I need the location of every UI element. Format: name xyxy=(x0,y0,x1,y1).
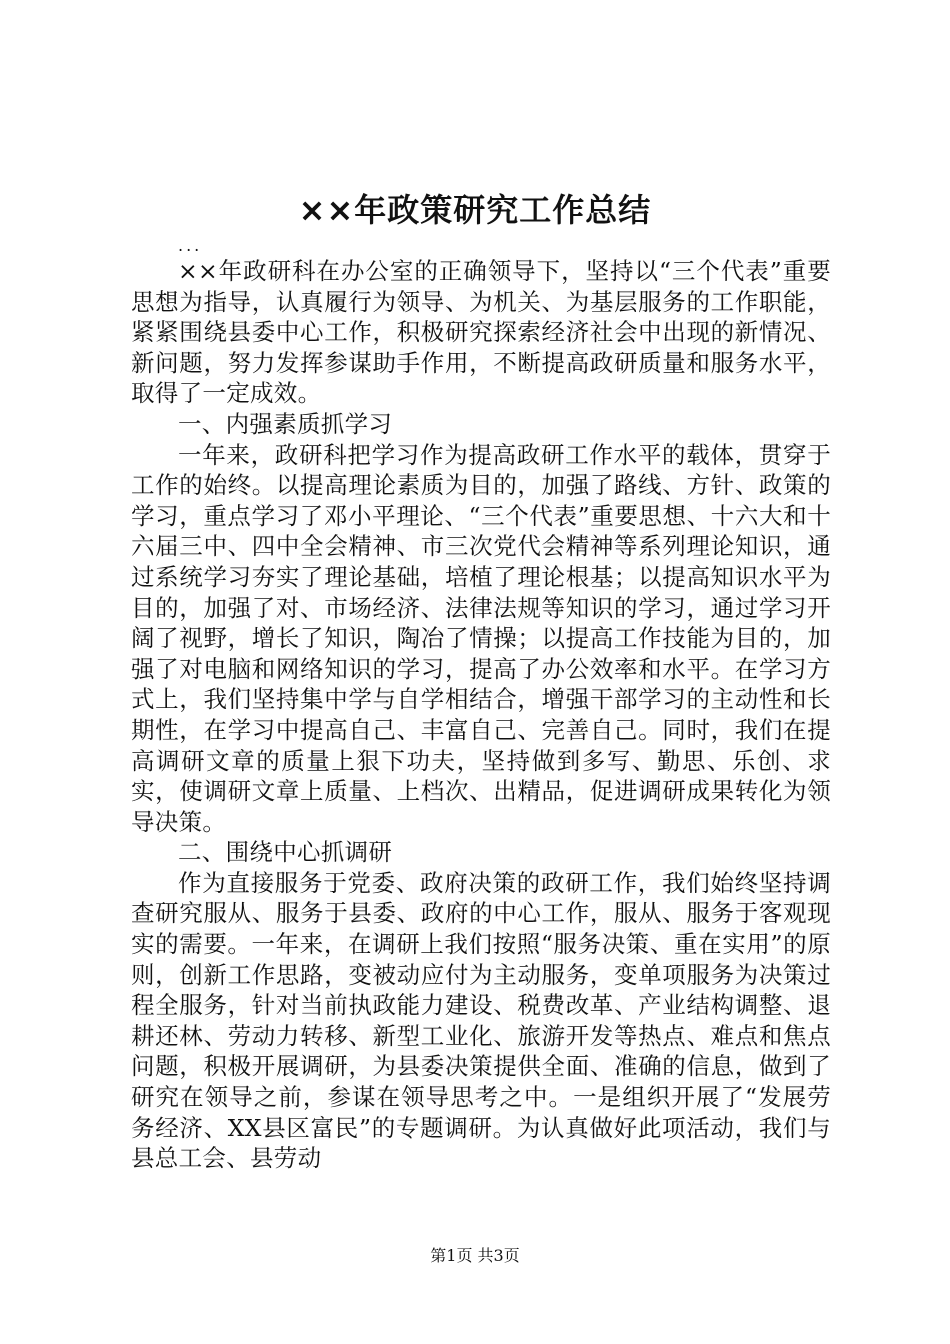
section-heading-2: 二、围绕中心抓调研 xyxy=(178,838,393,867)
section-heading-1: 一、内强素质抓学习 xyxy=(178,409,393,438)
section-1-paragraph: 一年来，政研科把学习作为提高政研工作水平的载体，贯穿于工作的始终。以提高理论素质为目的，加强了路线、方针、政策的学习，重点学习了邓小平理论、“三个代表”重要思想、十六大和十六届三中、四中全会精神、市三次党代会精神等系列理论知识，通过系统学习夯实了理论基础，培植了理论根基；以提高知识水平为目的，加强了对、市场经济、法律法规等知识的学习，通过学习开阔了视野，增长了知识，陶冶了情操；以提高工作技能为目的，加强了对电脑和网络知识的学习，提高了办公效率和水平。在学习方式上，我们坚持集中学与自学相结合，增强干部学习的主动性和长期性，在学习中提高自己、丰富自己、完善自己。同时，我们在提高调研文章的质量上狠下功夫，坚持做到多写、勤思、乐创、求实，使调研文章上质量、上档次、出精品，促进调研成果转化为领导决策。 xyxy=(131,440,831,836)
document-title: ××年政策研究工作总结 xyxy=(298,191,652,229)
ellipsis-marker: ... xyxy=(178,236,203,255)
intro-paragraph: ××年政研科在办公室的正确领导下，坚持以“三个代表”重要思想为指导，认真履行为领导、为机关、为基层服务的工作职能，紧紧围绕县委中心工作，积极研究探索经济社会中出现的新情况、新问题，努力发挥参谋助手作用，不断提高政研质量和服务水平，取得了一定成效。 xyxy=(131,257,831,408)
document-body xyxy=(131,256,831,1174)
section-2-paragraph: 作为直接服务于党委、政府决策的政研工作，我们始终坚持调查研究服从、服务于县委、政府的中心工作，服从、服务于客观现实的需要。一年来，在调研上我们按照“服务决策、重在实用”的原则，创新工作思路，变被动应付为主动服务，变单项服务为决策过程全服务，针对当前执政能力建设、税费改革、产业结构调整、退耕还林、劳动力转移、新型工业化、旅游开发等热点、难点和焦点问题，积极开展调研，为县委决策提供全面、准确的信息，做到了研究在领导之前，参谋在领导思考之中。一是组织开展了“发展劳务经济、XX县区富民”的专题调研。为认真做好此项活动，我们与县总工会、县劳动 xyxy=(131,868,831,1173)
page-footer: 第1页 共3页 xyxy=(430,1246,520,1265)
